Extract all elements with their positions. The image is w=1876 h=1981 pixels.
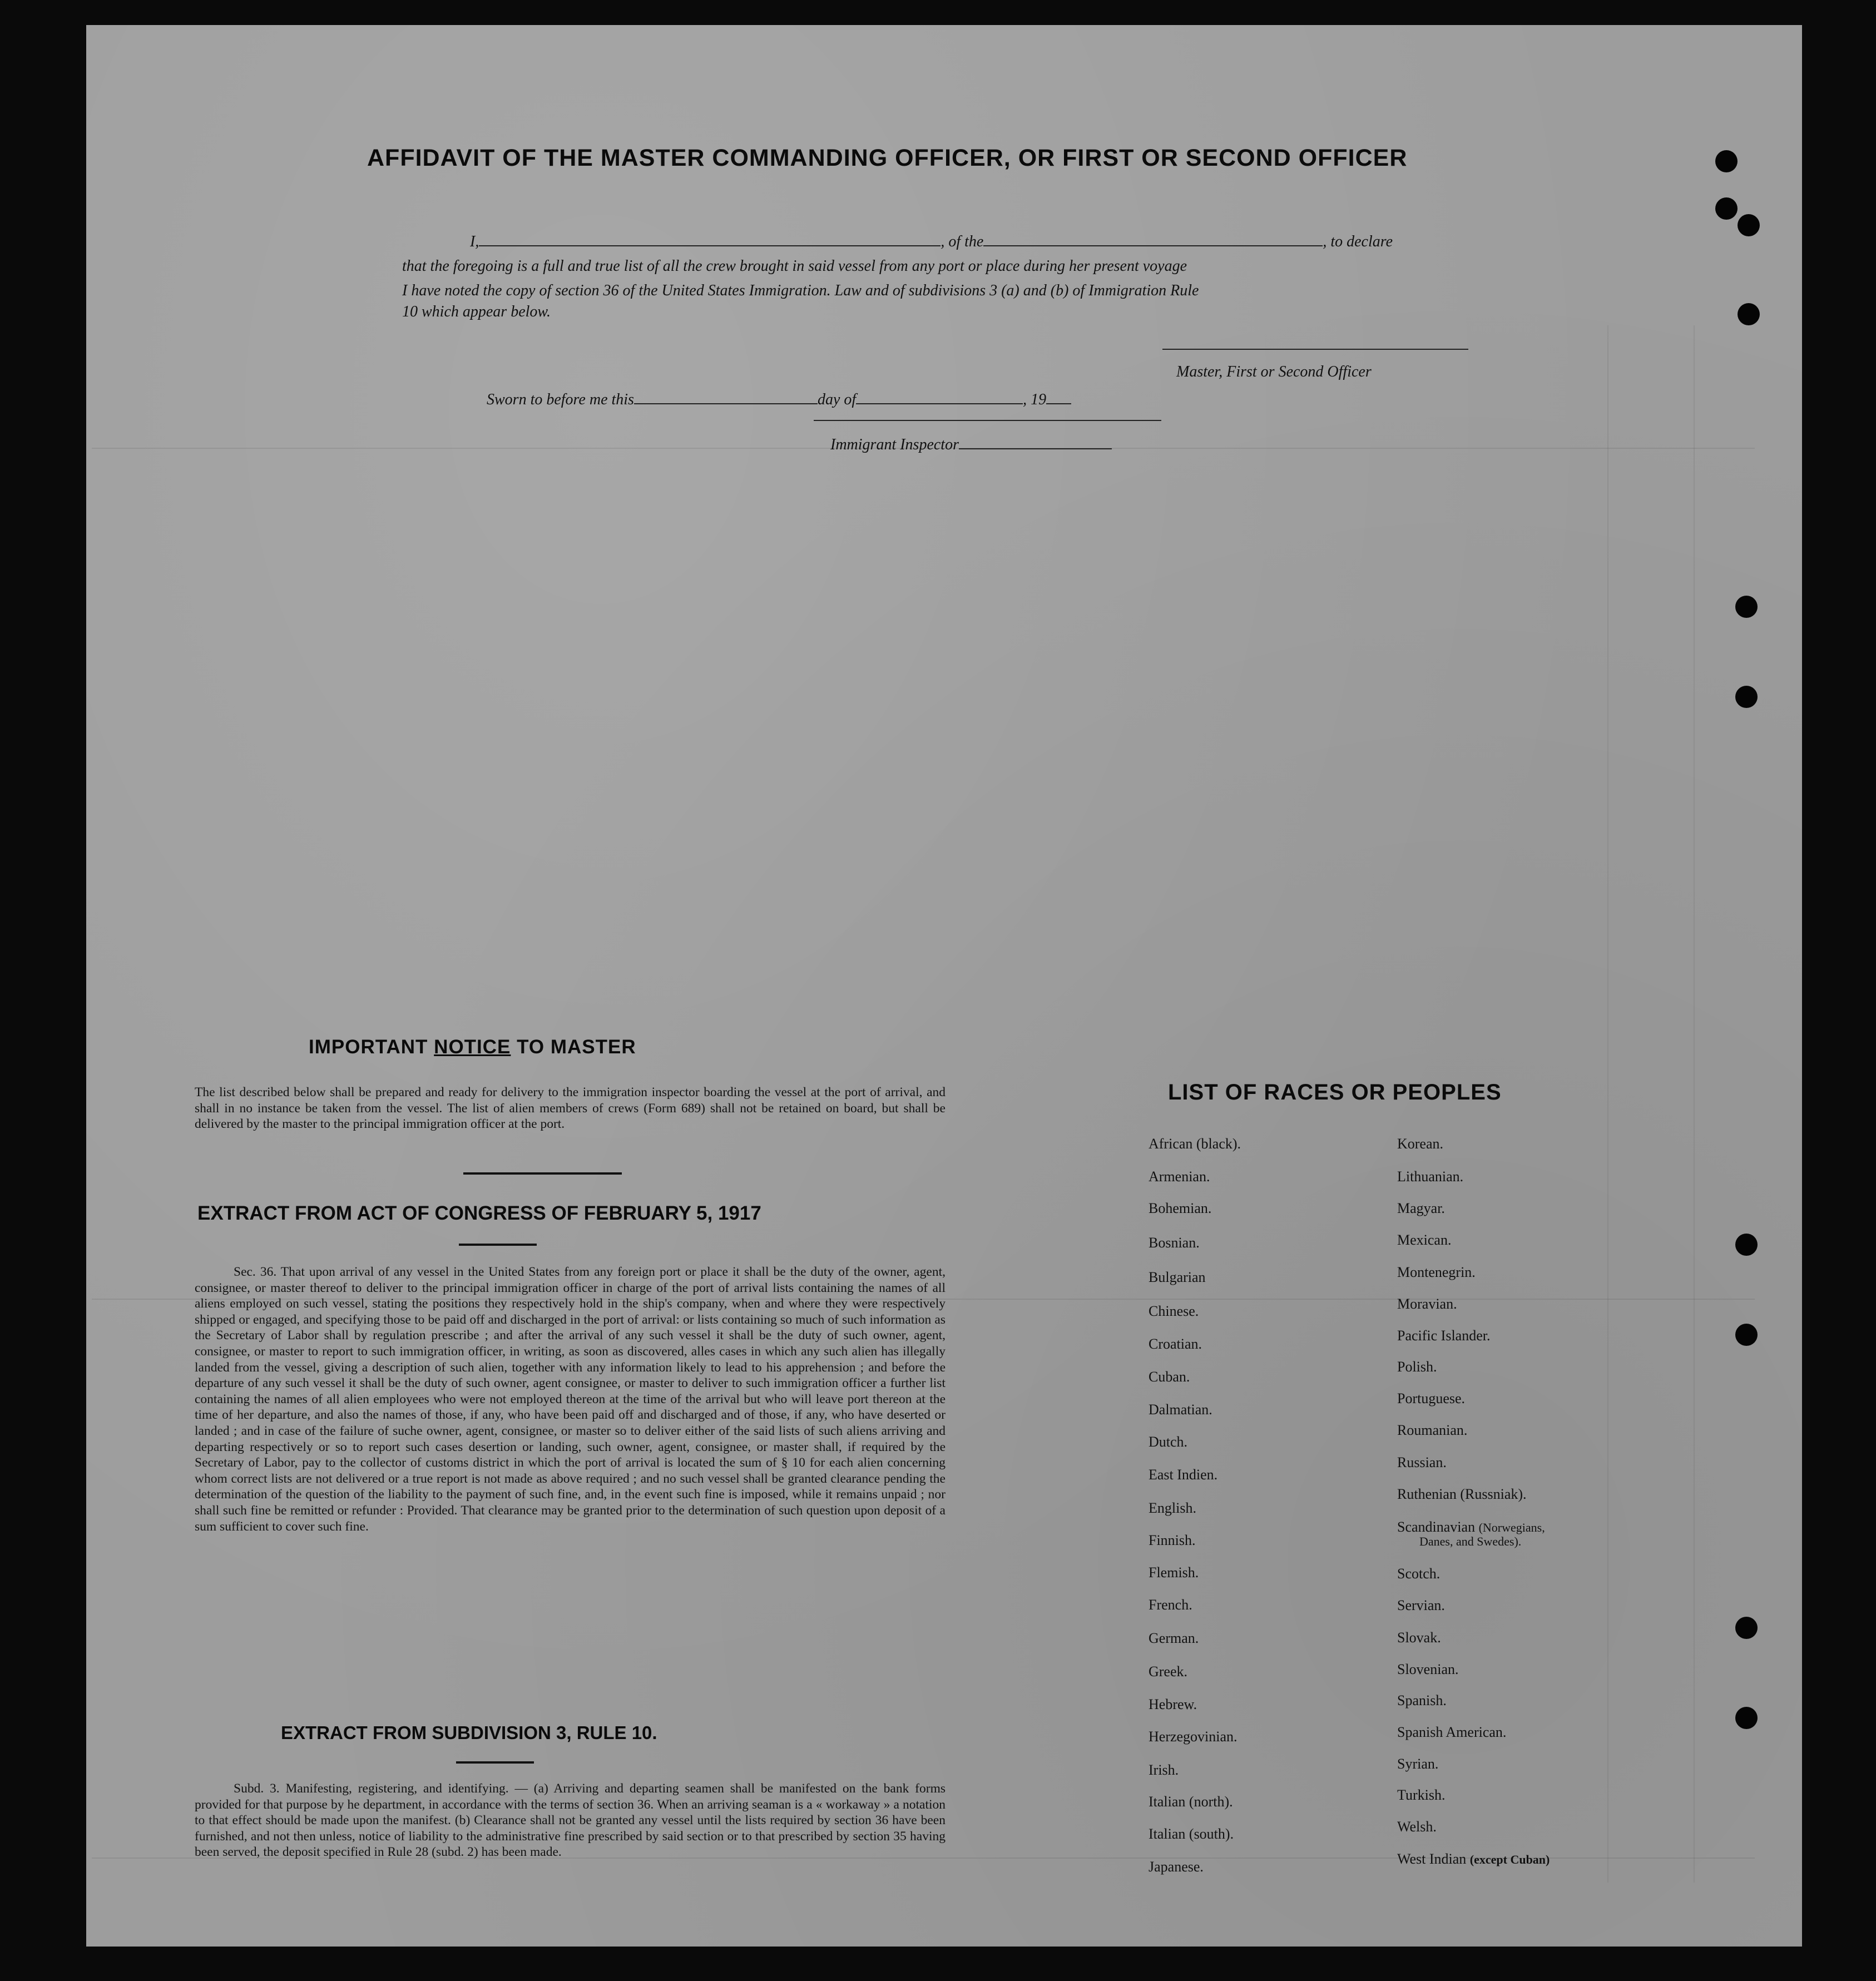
punch-hole-icon <box>1715 150 1738 172</box>
vessel-name-blank[interactable] <box>983 232 1323 246</box>
declaration-line-3: I have noted the copy of section 36 of the United States Immigration. Law and of subdivisions 3 (a) and (b) of Immigration Rule <box>402 282 1199 299</box>
sworn-date-blank[interactable] <box>634 390 818 404</box>
act-divider <box>459 1244 537 1246</box>
punch-hole-icon <box>1715 197 1738 220</box>
inspector-blank[interactable] <box>959 435 1112 449</box>
race-item: Welsh. <box>1397 1819 1437 1835</box>
race-item: Lithuanian. <box>1397 1168 1464 1185</box>
race-item: Russian. <box>1397 1454 1447 1470</box>
race-item <box>1397 1519 1545 1536</box>
race-item: Finnish. <box>1149 1532 1196 1548</box>
race-item: East Indien. <box>1149 1467 1218 1483</box>
race-item: Italian (north). <box>1149 1794 1233 1810</box>
race-item: Chinese. <box>1149 1303 1199 1319</box>
declaration-line-4: 10 which appear below. <box>402 303 551 320</box>
notice-title-post: TO MASTER <box>511 1036 636 1058</box>
rule-divider <box>456 1761 534 1764</box>
punch-hole-icon <box>1735 1234 1758 1256</box>
signature-line[interactable] <box>1162 349 1468 350</box>
race-item: Turkish. <box>1397 1787 1446 1803</box>
race-item: Armenian. <box>1149 1168 1210 1185</box>
punch-hole-icon <box>1735 1617 1758 1639</box>
sworn-prefix: Sworn to before me this <box>487 391 634 408</box>
race-item: Slovenian. <box>1397 1661 1459 1677</box>
races-title: LIST OF RACES OR PEOPLES <box>1168 1080 1502 1105</box>
sworn-line <box>487 390 1071 409</box>
race-item: African (black). <box>1149 1136 1241 1152</box>
punch-hole-icon <box>1735 596 1758 618</box>
race-item: Spanish. <box>1397 1692 1447 1708</box>
punch-hole-icon <box>1735 1707 1758 1729</box>
notice-divider <box>463 1172 622 1175</box>
rule-title: EXTRACT FROM SUBDIVISION 3, RULE 10. <box>281 1722 657 1743</box>
declaration-i-label: I, <box>470 233 479 250</box>
signature-label: Master, First or Second Officer <box>1176 363 1372 380</box>
race-item: Portuguese. <box>1397 1390 1466 1406</box>
inspector-signature-line[interactable] <box>814 420 1161 421</box>
race-item: Bulgarian <box>1149 1269 1206 1285</box>
race-item: Spanish American. <box>1397 1724 1507 1740</box>
race-item: Roumanian. <box>1397 1422 1468 1438</box>
notice-title-pre: IMPORTANT <box>309 1036 434 1058</box>
race-item-note: (Norwegians, <box>1478 1521 1545 1534</box>
punch-hole-icon <box>1735 686 1758 708</box>
race-item: Polish. <box>1397 1359 1437 1375</box>
race-item: Montenegrin. <box>1397 1264 1476 1280</box>
declaration-line <box>470 232 1393 251</box>
race-item: Moravian. <box>1397 1296 1457 1312</box>
race-item: Bosnian. <box>1149 1235 1200 1251</box>
race-item: Korean. <box>1397 1136 1444 1152</box>
race-item: Italian (south). <box>1149 1826 1234 1842</box>
inspector-line <box>830 435 1112 454</box>
race-item: Herzegovinian. <box>1149 1729 1238 1745</box>
sworn-year-blank[interactable] <box>1046 390 1071 404</box>
race-item: German. <box>1149 1630 1199 1646</box>
race-item: Croatian. <box>1149 1336 1202 1352</box>
punch-hole-icon <box>1738 214 1760 236</box>
race-item: Scotch. <box>1397 1566 1441 1582</box>
declaration-line-2: that the foregoing is a full and true list of all the crew brought in said vessel from any port or place during her present voyage <box>402 257 1187 275</box>
race-item: Irish. <box>1149 1762 1179 1778</box>
race-item-note-2: Danes, and Swedes). <box>1419 1534 1522 1548</box>
document-page <box>86 25 1802 1947</box>
inspector-label: Immigrant Inspector <box>830 436 959 453</box>
notice-body: The list described below shall be prepared and ready for delivery to the immigration inspector boarding the vessel at the port of arrival, and shall in no instance be taken from the vessel. The list of alien members of crews (Form 689) shall not be retained on board, but shall be delivered by the master to the principal immigration officer at the port. <box>195 1085 946 1132</box>
race-item: Dutch. <box>1149 1434 1188 1450</box>
race-item-label: Scandinavian <box>1397 1519 1476 1535</box>
race-item: French. <box>1149 1597 1192 1613</box>
declaration-of-label: , of the <box>941 233 984 250</box>
race-item: Syrian. <box>1397 1756 1439 1772</box>
declaration-declare-label: , to declare <box>1323 233 1393 250</box>
notice-title <box>309 1036 636 1058</box>
race-item <box>1397 1851 1550 1868</box>
sworn-year-label: , 19 <box>1023 391 1047 408</box>
master-name-blank[interactable] <box>479 232 941 246</box>
punch-hole-icon <box>1735 1324 1758 1346</box>
race-item: Greek. <box>1149 1663 1188 1680</box>
punch-hole-icon <box>1738 303 1760 325</box>
race-item: Ruthenian (Russniak). <box>1397 1486 1527 1502</box>
act-body: Sec. 36. That upon arrival of any vessel in the United States from any foreign port or place it shall be the duty of the owner, agent, consignee, or master thereof to deliver to the principal immigration officer in charge of the port of arrival lists containing the names of all aliens employed on such vessel, stating the positions they respectively hold in the ship's company, when and where they were respectively shipped or engaged, and specifying those to be paid off and discharged in the port of arrival: or lists containing so much of such information as the Secretary of Labor shall by regulation prescribe ; and after the arrival of any such vessel it shall be the duty of such owner, agent, consignee, or master to report to such immigration officer, in writing, as soon as discovered, alles cases in which any such alien has illegally landed from the vessel, giving a description of such alien, together with any information likely to lead to his apprehension ; and before the departure of any such vessel it shall be the duty of such owner, agent consignee, or master to deliver to such immigration officer a further list containing the names of all alien employees who were not employed thereon at the time of the arrival but who will leave port thereon at the time of her departure, and also the names of those, if any, who have been paid off and discharged and of those, if any, who have deserted or landed ; and in case of the failure of suche owner, agent, consignee, or master so to deliver either of the said lists of such aliens arriving and departing respectively or so to report such cases desertion or landing, such owner, agent, consignee, or master shall, if required by the Secretary of Labor, pay to the collector of customs district in which the port of arrival is located the sum of § 10 for each alien concerning whom correct lists are not delivered or a true report is not made as above required ; and no such vessel shall be granted clearance pending the determination of the question of the liability to the payment of such fine, and, in the event such fine is imposed, while it remains unpaid ; nor shall such fine be remitted or refunder : Provided. That clearance may be granted prior to the determination of such question upon deposit of a sum sufficient to cover such fine. <box>195 1265 946 1534</box>
sworn-day-label: day of <box>817 391 857 408</box>
sworn-month-blank[interactable] <box>856 390 1023 404</box>
race-item: Servian. <box>1397 1597 1445 1613</box>
race-item: Slovak. <box>1397 1630 1441 1646</box>
race-item: Cuban. <box>1149 1369 1190 1385</box>
race-item-label: West Indian <box>1397 1851 1467 1867</box>
race-item: English. <box>1149 1500 1196 1516</box>
race-item: Pacific Islander. <box>1397 1328 1491 1344</box>
race-item: Japanese. <box>1149 1859 1204 1875</box>
rule-body: Subd. 3. Manifesting, registering, and identifying. — (a) Arriving and departing seamen shall be manifested on the bank forms provided for that purpose by he department, in accordance with the terms of section 36. When an arriving seaman is a « workaway » a notation to that effect should be made upon the manifest. (b) Clearance shall not be granted any vessel until the lists required by section 36 have been furnished, and not then unless, notice of liability to the administrative fine prescribed by said section or to that prescribed by section 35 having been served, the deposit specified in Rule 28 (subd. 2) has been made. <box>195 1781 946 1860</box>
act-title: EXTRACT FROM ACT OF CONGRESS OF FEBRUARY 5, 1917 <box>197 1202 761 1224</box>
race-item: Flemish. <box>1149 1564 1199 1581</box>
race-item: Mexican. <box>1397 1232 1452 1248</box>
race-item: Magyar. <box>1397 1200 1445 1216</box>
race-item-note: (except Cuban) <box>1469 1853 1550 1866</box>
race-item: Dalmatian. <box>1149 1401 1212 1418</box>
affidavit-title: AFFIDAVIT OF THE MASTER COMMANDING OFFICER, OR FIRST OR SECOND OFFICER <box>367 145 1408 171</box>
race-item: Bohemian. <box>1149 1200 1212 1216</box>
race-item: Hebrew. <box>1149 1696 1197 1712</box>
notice-title-underlined: NOTICE <box>434 1036 511 1058</box>
